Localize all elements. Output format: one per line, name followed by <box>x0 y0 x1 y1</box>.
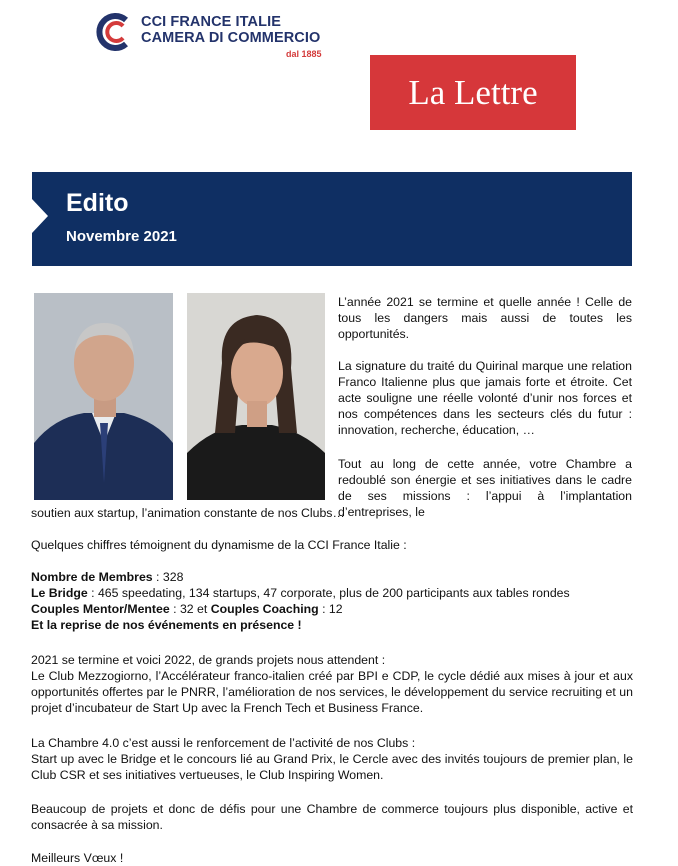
woman-portrait-photo <box>187 293 325 500</box>
edito-title: Edito <box>66 189 129 217</box>
projects-paragraph <box>31 652 633 716</box>
org-name-line2: CAMERA DI COMMERCIO <box>141 30 321 46</box>
edito-banner <box>32 172 632 266</box>
stats-intro: Quelques chiffres témoignent du dynamisme de la CCI France Italie : <box>31 538 407 552</box>
newsletter-title: La Lettre <box>370 55 576 130</box>
stat-mentor-value: : 32 et <box>169 602 211 616</box>
stat-coaching-label: Couples Coaching <box>210 602 319 616</box>
edito-date: Novembre 2021 <box>66 228 177 245</box>
stat-bridge <box>31 585 633 601</box>
cci-logo <box>96 12 336 64</box>
quirinal-paragraph: La signature du traité du Quirinal marque une relation Franco Italienne plus que jamais forte et étroite. Cet acte souligne une réelle volonté d’unir nos forces et nos compétences dans les secteurs clés du futur : innovation, recherche, éducation, … <box>338 359 632 437</box>
closing-paragraph: Beaucoup de projets et donc de défis pour une Chambre de commerce toujours plus disponible, active et consacrée à sa mission. <box>31 802 633 832</box>
stat-members-value: : 328 <box>152 570 184 584</box>
clubs-title: La Chambre 4.0 c’est aussi le renforcement de l’activité de nos Clubs : <box>31 736 416 750</box>
clubs-paragraph <box>31 735 633 783</box>
org-since: dal 1885 <box>286 49 322 59</box>
man-portrait-photo <box>34 293 173 500</box>
stat-bridge-value: : 465 speedating, 134 startups, 47 corporate, plus de 200 participants aux tables rondes <box>87 586 570 600</box>
stats-block <box>31 569 633 633</box>
cci-logo-mark-icon <box>96 12 136 52</box>
clubs-text: Start up avec le Bridge et le concours lié au Grand Prix, le Cercle avec des invités toujours de premier plan, le Club CSR et ses initiatives vertueuses, le Club Inspiring Women. <box>31 752 633 782</box>
stat-mentor-label: Couples Mentor/Mentee <box>31 602 170 616</box>
stat-events: Et la reprise de nos événements en présence ! <box>31 618 302 632</box>
closing-wishes: Meilleurs Vœux ! <box>31 851 124 865</box>
projects-text: Le Club Mezzogiorno, l’Accélérateur franco-italien créé par BPI e CDP, le cycle dédié aux mises à jour et aux opportunités offertes par le PNRR, l’amélioration de nos services, le développement du service recruiting et un projet d’incubateur de Start Up avec la French Tech et Business France. <box>31 669 633 715</box>
stat-members-label: Nombre de Membres <box>31 570 153 584</box>
stat-members <box>31 569 633 585</box>
org-name-line1: CCI FRANCE ITALIE <box>141 14 281 30</box>
banner-notch <box>32 199 48 233</box>
year-paragraph: Tout au long de cette année, votre Chambre a redoublé son énergie et ses initiatives dans le cadre de ses missions : l’appui à l’implantation d’entreprises, le <box>338 457 632 519</box>
year-paragraph-end: soutien aux startup, l’animation constante de nos Clubs… <box>31 506 345 520</box>
stat-couples <box>31 601 633 617</box>
stat-bridge-label: Le Bridge <box>31 586 88 600</box>
intro-paragraph: L’année 2021 se termine et quelle année ! Celle de tous les dangers mais aussi de toutes les opportunités. <box>338 295 632 341</box>
projects-title: 2021 se termine et voici 2022, de grands projets nous attendent : <box>31 653 386 667</box>
stat-coaching-value: : 12 <box>318 602 343 616</box>
